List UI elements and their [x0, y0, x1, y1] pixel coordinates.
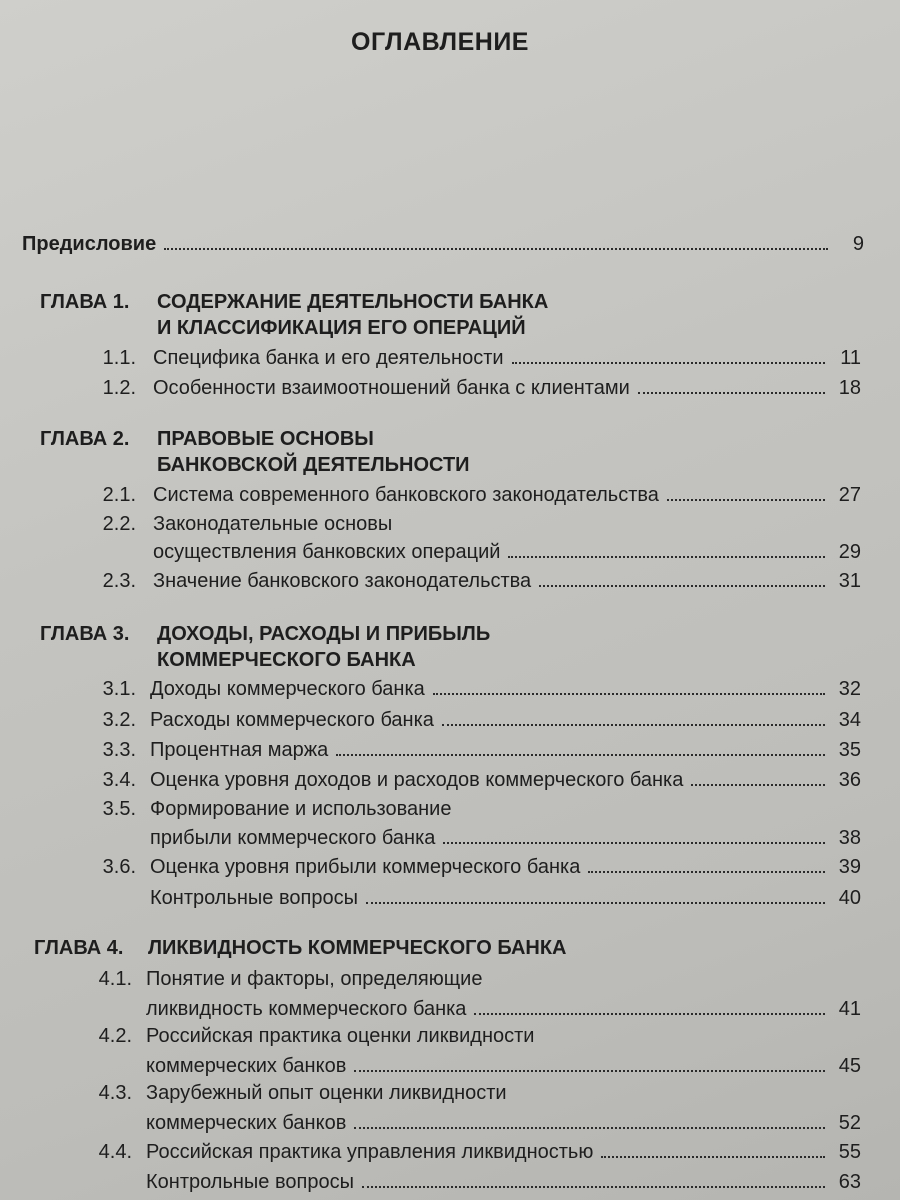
section-number: 4.3. [98, 1082, 132, 1104]
toc-entry [150, 855, 861, 879]
chapter-title-line: БАНКОВСКОЙ ДЕЯТЕЛЬНОСТИ [157, 454, 470, 476]
dot-leader [362, 1186, 825, 1188]
dot-leader [442, 724, 825, 726]
toc-entry-label: осуществления банковских операций [153, 541, 501, 563]
toc-entry-label: Процентная маржа [150, 739, 329, 761]
chapter-label: ГЛАВА 2. [40, 428, 130, 450]
toc-page-number: 63 [838, 1171, 861, 1193]
chapter-title-line: И КЛАССИФИКАЦИЯ ЕГО ОПЕРАЦИЙ [157, 317, 526, 339]
section-number: 3.6. [102, 856, 136, 878]
toc-entry [150, 708, 861, 732]
toc-page-number: 11 [840, 347, 861, 369]
toc-entry [146, 1140, 861, 1164]
section-number: 4.4. [98, 1141, 132, 1163]
toc-entry-label: Расходы коммерческого банка [150, 709, 434, 731]
dot-leader [539, 585, 825, 587]
toc-entry [150, 768, 861, 792]
section-number: 3.5. [102, 798, 136, 820]
toc-entry-preface [22, 232, 864, 256]
toc-page-number: 34 [838, 709, 861, 731]
section-number: 4.1. [98, 968, 132, 990]
section-number: 1.1. [102, 347, 136, 369]
section-number: 3.4. [102, 769, 136, 791]
dot-leader [164, 248, 828, 250]
section-number: 2.1. [102, 484, 136, 506]
dot-leader [443, 842, 825, 844]
toc-entry-label: Значение банковского законодательства [153, 570, 532, 592]
dot-leader [512, 362, 825, 364]
section-number: 3.3. [102, 739, 136, 761]
toc-page-number: 9 [852, 233, 864, 255]
toc-entry-label: Оценка уровня прибыли коммерческого банка [150, 856, 581, 878]
section-number: 1.2. [102, 377, 136, 399]
section-number: 2.3. [102, 570, 136, 592]
toc-page-number: 31 [838, 570, 861, 592]
toc-entry-label: Понятие и факторы, определяющие [146, 968, 483, 990]
chapter-title-line: СОДЕРЖАНИЕ ДЕЯТЕЛЬНОСТИ БАНКА [157, 291, 549, 313]
dot-leader [691, 784, 825, 786]
dot-leader [601, 1156, 825, 1158]
chapter-title-line: ЛИКВИДНОСТЬ КОММЕРЧЕСКОГО БАНКА [148, 937, 567, 959]
toc-entry-label: Предисловие [22, 233, 157, 255]
dot-leader [474, 1013, 825, 1015]
toc-entry-label: Зарубежный опыт оценки ликвидности [146, 1082, 507, 1104]
section-number: 3.1. [102, 678, 136, 700]
toc-entry [150, 738, 861, 762]
chapter-label: ГЛАВА 4. [34, 937, 124, 959]
toc-entry-label: прибыли коммерческого банка [150, 827, 436, 849]
toc-entry-label: Контрольные вопросы [146, 1171, 354, 1193]
toc-entry-label: Российская практика оценки ликвидности [146, 1025, 535, 1047]
toc-entry [146, 1111, 861, 1135]
toc-entry [146, 997, 861, 1021]
toc-page-number: 52 [838, 1112, 861, 1134]
toc-entry-review-questions [146, 1170, 861, 1194]
dot-leader [354, 1127, 825, 1129]
toc-entry [150, 677, 861, 701]
toc-page-number: 38 [838, 827, 861, 849]
dot-leader [354, 1070, 825, 1072]
toc-page-number: 39 [838, 856, 861, 878]
toc-page-number: 40 [838, 887, 861, 909]
chapter-title-line: ДОХОДЫ, РАСХОДЫ И ПРИБЫЛЬ [157, 623, 491, 645]
page-title: ОГЛАВЛЕНИЕ [351, 28, 529, 56]
toc-entry-review-questions [150, 886, 861, 910]
toc-page-number: 55 [838, 1141, 861, 1163]
toc-page-number: 35 [838, 739, 861, 761]
dot-leader [667, 499, 825, 501]
chapter-label: ГЛАВА 3. [40, 623, 130, 645]
toc-entry-label: Оценка уровня доходов и расходов коммерческого банка [150, 769, 684, 791]
toc-entry [153, 540, 861, 564]
section-number: 3.2. [102, 709, 136, 731]
toc-entry-label: Законодательные основы [153, 513, 393, 535]
dot-leader [588, 871, 825, 873]
toc-entry [153, 483, 861, 507]
toc-entry [146, 1054, 861, 1078]
chapter-title-line: КОММЕРЧЕСКОГО БАНКА [157, 649, 416, 671]
toc-entry-label: Российская практика управления ликвидностью [146, 1141, 594, 1163]
dot-leader [366, 902, 825, 904]
dot-leader [508, 556, 825, 558]
toc-entry-label: Специфика банка и его деятельности [153, 347, 504, 369]
chapter-label: ГЛАВА 1. [40, 291, 130, 313]
toc-entry-label: Особенности взаимоотношений банка с клиентами [153, 377, 630, 399]
toc-entry-label: коммерческих банков [146, 1055, 347, 1077]
toc-entry-label: ликвидность коммерческого банка [146, 998, 467, 1020]
toc-page-number: 27 [838, 484, 861, 506]
dot-leader [336, 754, 825, 756]
toc-entry [153, 346, 861, 370]
chapter-title-line: ПРАВОВЫЕ ОСНОВЫ [157, 428, 374, 450]
toc-page-number: 32 [838, 678, 861, 700]
toc-entry-label: коммерческих банков [146, 1112, 347, 1134]
section-number: 4.2. [98, 1025, 132, 1047]
dot-leader [638, 392, 825, 394]
toc-entry [153, 376, 861, 400]
dot-leader [433, 693, 825, 695]
section-number: 2.2. [102, 513, 136, 535]
toc-page-number: 18 [838, 377, 861, 399]
toc-entry-label: Доходы коммерческого банка [150, 678, 425, 700]
toc-page-number: 29 [838, 541, 861, 563]
toc-page-number: 36 [838, 769, 861, 791]
toc-entry [150, 826, 861, 850]
toc-entry-label: Формирование и использование [150, 798, 452, 820]
toc-entry-label: Контрольные вопросы [150, 887, 358, 909]
toc-page-number: 41 [838, 998, 861, 1020]
toc-entry [153, 569, 861, 593]
toc-entry-label: Система современного банковского законодательства [153, 484, 659, 506]
toc-page-number: 45 [838, 1055, 861, 1077]
